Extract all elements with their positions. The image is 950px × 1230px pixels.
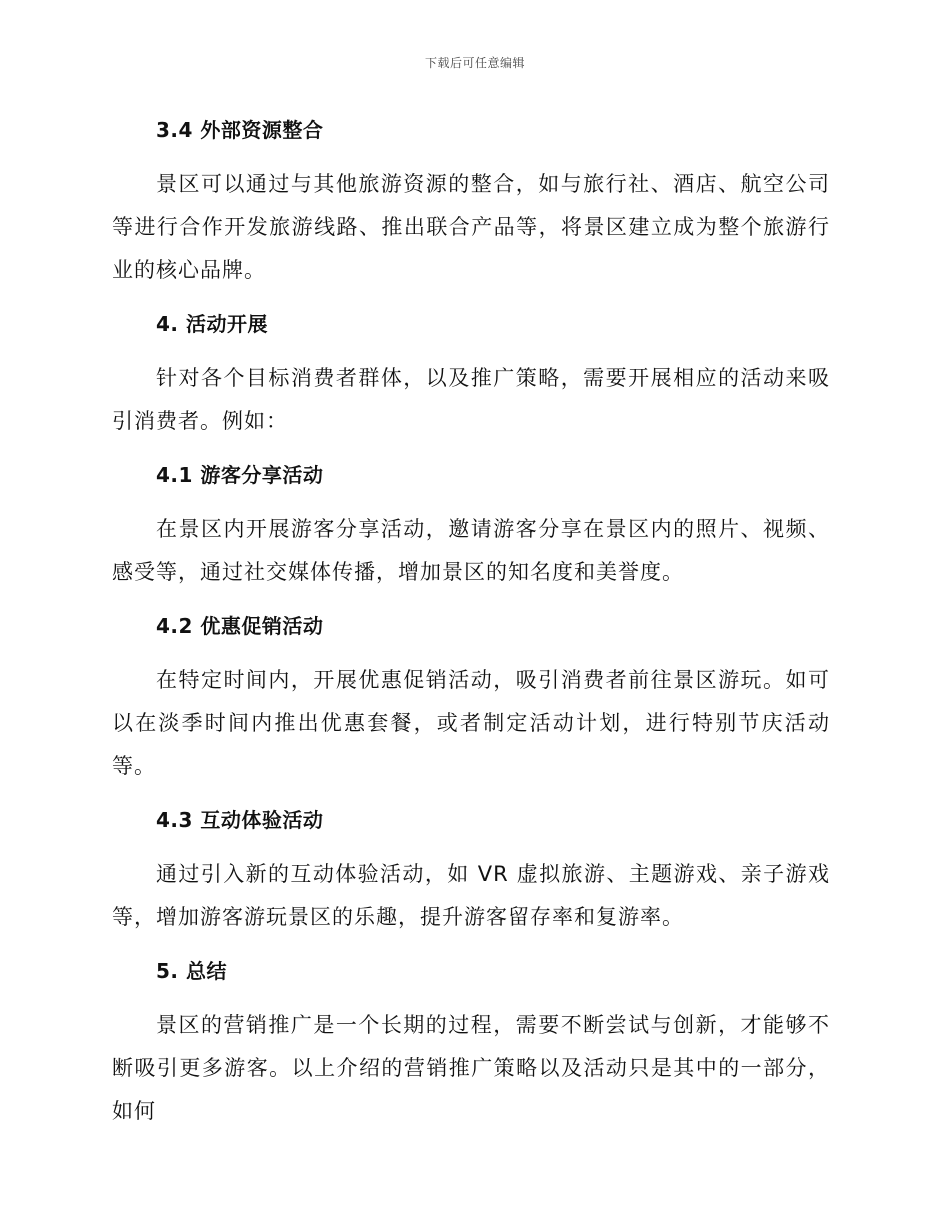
section-paragraph-4-3: 通过引入新的互动体验活动，如 VR 虚拟旅游、主题游戏、亲子游戏等，增加游客游玩景区的乐趣，提升游客留存率和复游率。 xyxy=(112,862,830,929)
section-heading-4-3: 4.3 互动体验活动 xyxy=(156,808,324,832)
section-paragraph-3-4: 景区可以通过与其他旅游资源的整合，如与旅行社、酒店、航空公司等进行合作开发旅游线路、推出联合产品等，将景区建立成为整个旅游行业的核心品牌。 xyxy=(112,172,830,282)
page-header-note: 下载后可任意编辑 xyxy=(424,56,525,70)
section-heading-4: 4. 活动开展 xyxy=(156,312,268,336)
section-paragraph-4: 针对各个目标消费者群体，以及推广策略，需要开展相应的活动来吸引消费者。例如： xyxy=(112,366,830,433)
section-paragraph-5: 景区的营销推广是一个长期的过程，需要不断尝试与创新，才能够不断吸引更多游客。以上介绍的营销推广策略以及活动只是其中的一部分，如何 xyxy=(112,1013,830,1123)
section-heading-5: 5. 总结 xyxy=(156,959,227,983)
section-heading-4-1: 4.1 游客分享活动 xyxy=(156,463,324,487)
section-paragraph-4-1: 在景区内开展游客分享活动，邀请游客分享在景区内的照片、视频、感受等，通过社交媒体传播，增加景区的知名度和美誉度。 xyxy=(112,517,830,584)
section-paragraph-4-2: 在特定时间内，开展优惠促销活动，吸引消费者前往景区游玩。如可以在淡季时间内推出优惠套餐，或者制定活动计划，进行特别节庆活动等。 xyxy=(112,668,830,778)
section-heading-3-4: 3.4 外部资源整合 xyxy=(156,118,324,142)
section-heading-4-2: 4.2 优惠促销活动 xyxy=(156,614,324,638)
document-body xyxy=(112,110,830,1133)
